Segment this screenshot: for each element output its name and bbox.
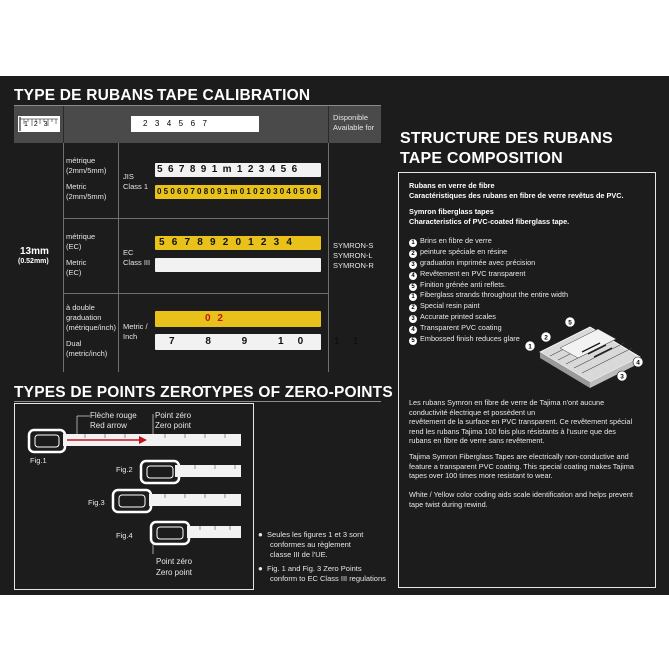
header-ruler-large [131,116,259,132]
row1-tape-yellow: 0 5 0 6 0 7 0 8 0 9 1 m 0 1 0 2 0 3 0 4 0 5 0 6 [155,185,321,199]
row2-tape-white [155,258,321,272]
row1-class: JIS Class 1 [123,172,149,191]
diagram-num-5: 5 [568,319,572,327]
tape-layers-diagram [520,312,650,392]
zero-point-label-en: Zero point [155,421,192,430]
header-ruler-small [18,116,60,132]
row1-tape-white: 5 6 7 8 9 1 m 1 2 3 4 5 6 [155,163,321,177]
zero-point-label-fr: Point zéro [155,411,192,420]
composition-paragraph-fr: Les rubans Symron en fibre de verre de Tajima n'ont aucune conductivité électrique et possèdent un revêtement de la surface en PVC transparent. Ce revêtement spécial rend les rubans Tajima 100 fois plus résistants à l'usure que des rubans en fibre de verre sans revêtement. [409,398,633,445]
composition-list-en: 1 Fiberglass strands throughout the entire width 2 Special resin paint 3 Accurate printed scales 4 Transparent PVC coating 5 Embossed finish reduces glare [409,290,568,345]
row2-type: métrique (EC) Metric (EC) [66,232,96,277]
composition-paragraph-color: White / Yellow color coding aids scale identification and helps prevent tape twist during rewind. [409,490,633,509]
header-ruler-small-digits: 1 2 3 [24,121,50,128]
fig2-label: Fig.2 [116,465,133,474]
zero-title-en: TYPES OF ZERO-POINTS [202,384,393,401]
available-header-fr: Disponible [333,113,369,122]
diagram-num-3: 3 [620,373,624,381]
red-arrow-label-fr: Flèche rouge [90,411,137,420]
composition-paragraph-en: Tajima Symron Fiberglass Tapes are electrically non-conductive and feature a transparent PVC coating. This special coating makes Tajima tapes over 100 times more resistant to wear. [409,452,634,480]
available-header-en: Available for [333,123,375,132]
fig1-label: Fig.1 [30,456,47,465]
zero-point-label2-fr: Point zéro [156,557,193,566]
header-ruler-large-digits: 2 3 4 5 6 7 [143,119,208,128]
row1-type: métrique (2mm/5mm) Metric (2mm/5mm) [66,156,107,201]
diagram-num-1: 1 [528,343,532,351]
tape-width-sub: (0.52mm) [18,258,49,265]
row3-type: à double graduation (métrique/inch) Dual (metric/inch) [66,303,117,358]
compliance-note-fr: ● Seules les figures 1 et 3 sont conformes au règlement classe III de l'UE. [258,530,364,559]
calibration-title-en: TAPE CALIBRATION [157,87,311,104]
composition-heading-fr: Rubans en verre de fibre Caractéristiques des rubans en fibre de verre revêtus de PVC. [409,181,624,200]
row3-class: Metric / Inch [123,322,148,341]
fig4-label: Fig.4 [116,531,133,540]
row2-class: EC Class III [123,248,151,267]
composition-title-en: TAPE COMPOSITION [400,150,563,167]
fig3-label: Fig.3 [88,498,105,507]
row3-tape-yellow: 0 2 [155,311,321,327]
composition-list-fr: 1 Brins en fibre de verre 2 peinture spéciale en résine 3 graduation imprimée avec précision 4 Revêtement en PVC transparent 5 Finition grénée anti reflets. [409,236,535,291]
composition-title-fr: STRUCTURE DES RUBANS [400,130,613,147]
zero-point-label2-en: Zero point [156,568,193,577]
diagram-num-2: 2 [544,334,548,342]
red-arrow-label-en: Red arrow [90,421,127,430]
composition-heading-en: Symron fiberglass tapes Characteristics of PVC-coated fiberglass tape. [409,207,570,226]
compliance-note-en: ● Fig. 1 and Fig. 3 Zero Points conform to EC Class III regulations [258,564,386,583]
diagram-num-4: 4 [636,359,640,367]
available-models: SYMRON-S SYMRON-L SYMRON-R [333,241,374,270]
calibration-title-fr: TYPE DE RUBANS [14,87,154,104]
zero-title-fr: TYPES DE POINTS ZERO [14,384,205,401]
tape-width: 13mm [20,246,49,257]
row2-tape-yellow: 5 6 7 8 9 2 0 1 2 3 4 [155,236,321,250]
row3-tape-white: 7 8 9 10 11 [155,334,321,350]
zero-point-figures [15,404,251,587]
